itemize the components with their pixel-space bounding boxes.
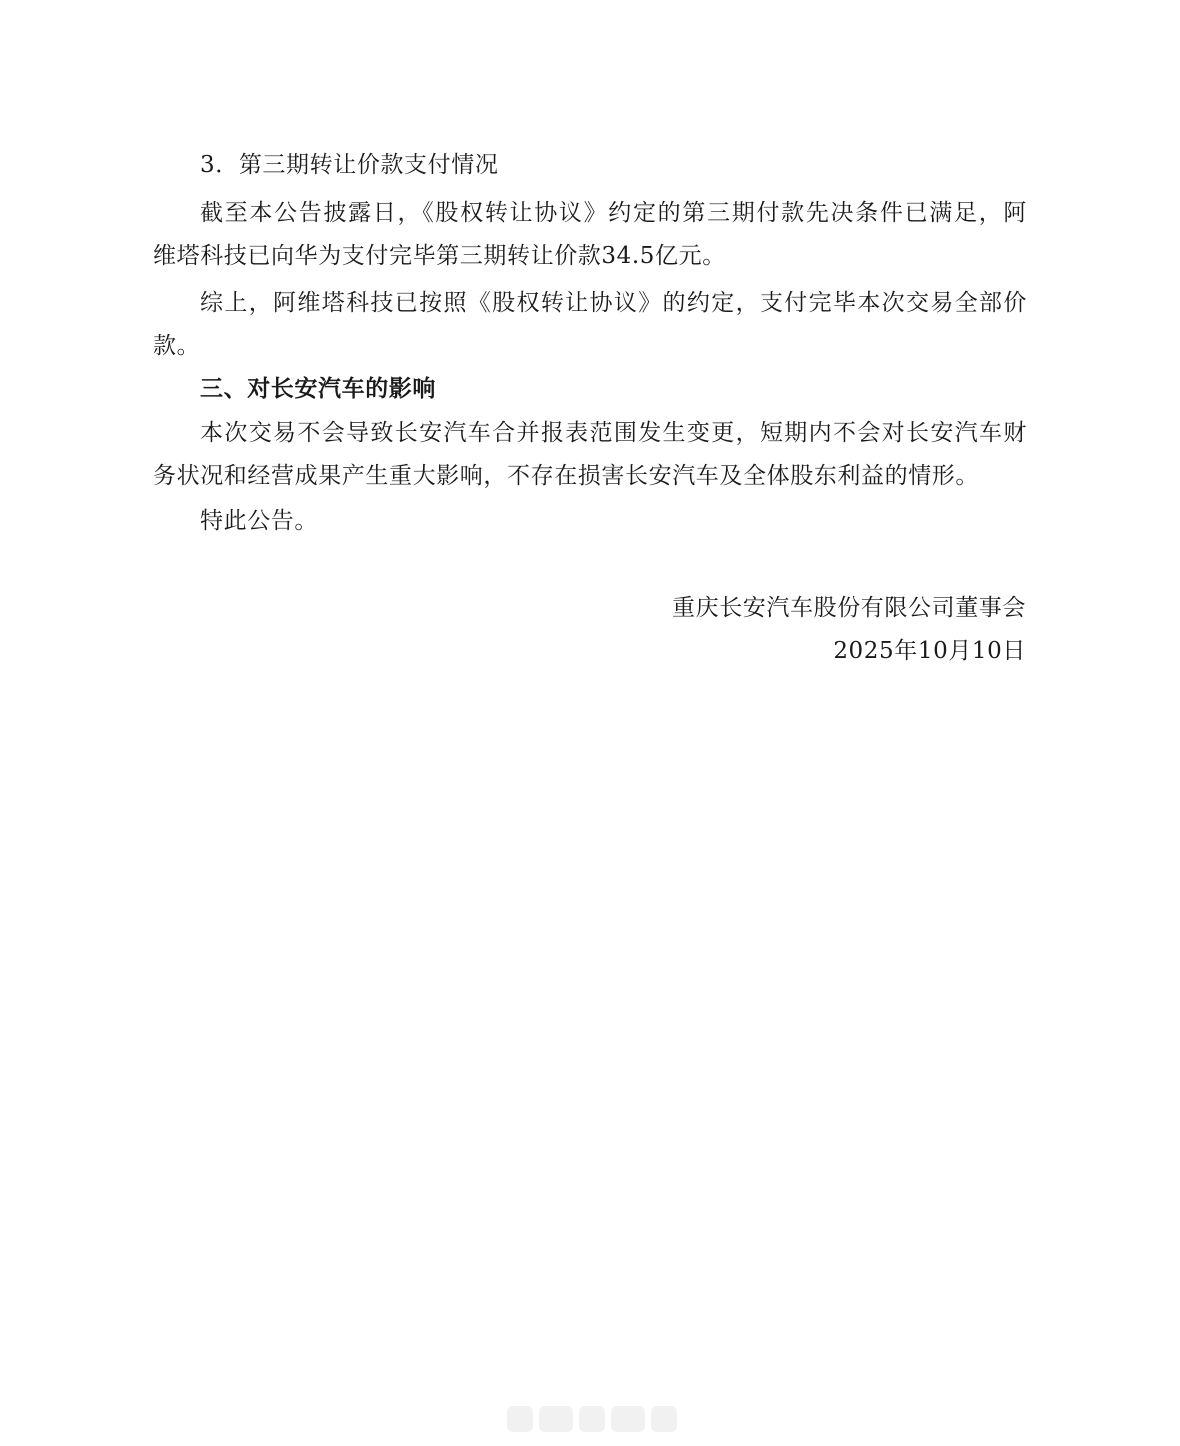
- signature-board: 重庆长安汽车股份有限公司董事会: [672, 595, 1026, 621]
- subheading-third-payment: 3．第三期转让价款支付情况: [200, 152, 499, 178]
- paragraph-third-payment-line-1: 截至本公告披露日，《股权转让协议》约定的第三期付款先决条件已满足，阿: [200, 200, 1027, 226]
- watermark-block: [507, 1406, 533, 1432]
- paragraph-summary-line-1: 综上，阿维塔科技已按照《股权转让协议》的约定，支付完毕本次交易全部价: [200, 290, 1027, 316]
- signature-date: 2025年10月10日: [833, 638, 1026, 664]
- paragraph-impact-line-2: 务状况和经营成果产生重大影响，不存在损害长安汽车及全体股东利益的情形。: [153, 463, 979, 489]
- paragraph-summary-line-2: 款。: [153, 333, 201, 359]
- watermark-logo: [492, 1404, 692, 1434]
- watermark-block: [651, 1406, 677, 1432]
- section-heading-impact: 三、对长安汽车的影响: [200, 375, 436, 402]
- paragraph-third-payment-line-2: 维塔科技已向华为支付完毕第三期转让价款34.5亿元。: [153, 243, 726, 269]
- watermark-block: [539, 1406, 573, 1432]
- paragraph-impact-line-1: 本次交易不会导致长安汽车合并报表范围发生变更，短期内不会对长安汽车财: [200, 420, 1027, 446]
- closing-statement: 特此公告。: [200, 508, 318, 534]
- watermark-block: [611, 1406, 645, 1432]
- watermark-block: [579, 1406, 605, 1432]
